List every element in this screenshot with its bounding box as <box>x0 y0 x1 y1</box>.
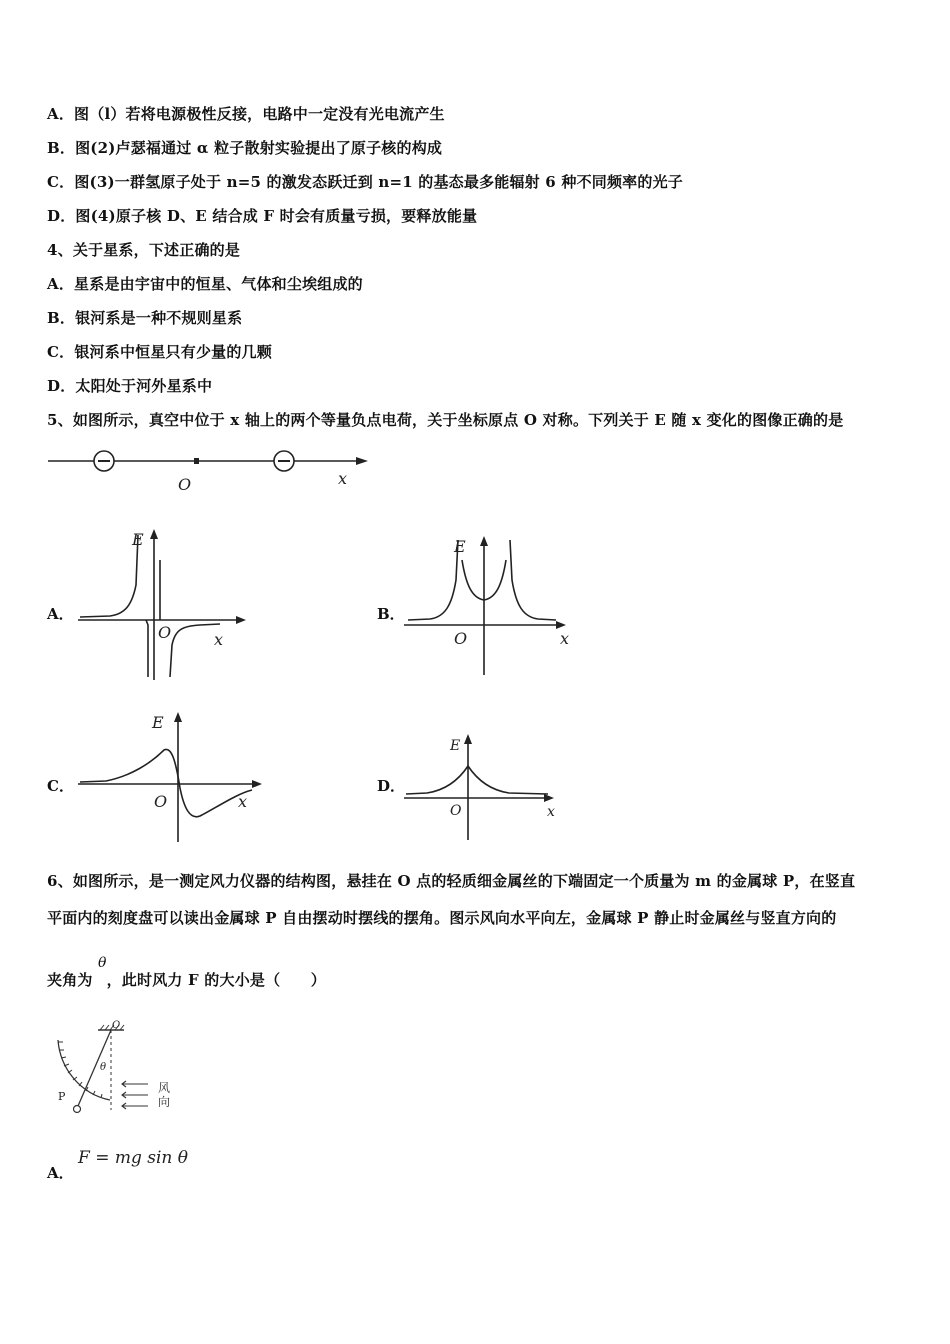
q5-option-a-label[interactable]: A． <box>47 605 74 623</box>
negative-charge-right <box>274 451 294 471</box>
q5-option-c-label[interactable]: C． <box>47 777 74 795</box>
graph-a-o-label: O <box>158 623 172 642</box>
graph-b-e-label: E <box>454 537 466 556</box>
graph-c[interactable] <box>76 708 266 848</box>
axis-x-label: x <box>338 469 348 488</box>
axis-origin-label: O <box>178 475 192 494</box>
q6-text-before-theta: 夹角为 <box>47 971 93 989</box>
q4-option-b: B．银河系是一种不规则星系 <box>47 309 243 327</box>
graph-d[interactable] <box>402 730 562 845</box>
q6-stem-line2: 平面内的刻度盘可以读出金属球 P 自由摆动时摆线的摆角。图示风向水平向左，金属球 P 静止时金属丝与竖直方向的 <box>47 909 837 927</box>
negative-charge-left <box>94 451 114 471</box>
q6-stem-line3 <box>47 969 326 990</box>
fig-wind-label-1: 风 <box>158 1081 171 1095</box>
graph-a-e-label: E <box>132 530 144 549</box>
graph-d-e-label: E <box>450 738 461 754</box>
graph-b-o-label: O <box>454 629 468 648</box>
q5-option-b-label[interactable]: B． <box>377 605 405 623</box>
q5-stem: 5、如图所示，真空中位于 x 轴上的两个等量负点电荷，关于坐标原点 O 对称。下列关于 E 随 x 变化的图像正确的是 <box>47 411 844 429</box>
q3-option-d: D．图(4)原子核 D、E 结合成 F 时会有质量亏损，要释放能量 <box>47 207 478 225</box>
fig-wind-label-2: 向 <box>158 1095 171 1109</box>
q3-option-b: B．图(2)卢瑟福通过 α 粒子散射实验提出了原子核的构成 <box>47 139 443 157</box>
q6-theta-symbol: θ <box>98 955 107 971</box>
graph-c-o-label: O <box>154 792 168 811</box>
wind-instrument-figure <box>50 1018 190 1118</box>
graph-a[interactable] <box>70 525 250 685</box>
graph-a-x-label: x <box>214 630 224 649</box>
q3-option-a: A．图（l）若将电源极性反接，电路中一定没有光电流产生 <box>47 105 445 123</box>
q4-option-a: A．星系是由宇宙中的恒星、气体和尘埃组成的 <box>47 275 363 293</box>
q3-option-c: C．图(3)一群氢原子处于 n=5 的激发态跃迁到 n=1 的基态最多能辐射 6 种不同频率的光子 <box>47 173 683 191</box>
fig-p-label: P <box>58 1090 66 1103</box>
q6-option-a-label[interactable]: A． <box>47 1164 74 1182</box>
graph-c-x-label: x <box>238 792 248 811</box>
origin-marker <box>194 458 199 464</box>
fig-o-label: O <box>112 1020 121 1031</box>
fig-theta-label: θ <box>100 1062 107 1073</box>
q6-option-a-formula: F = mg sin θ <box>78 1148 189 1168</box>
q4-option-d: D．太阳处于河外星系中 <box>47 377 213 395</box>
graph-d-x-label: x <box>547 804 555 820</box>
graph-b[interactable] <box>400 530 580 680</box>
graph-d-o-label: O <box>450 803 462 819</box>
graph-b-x-label: x <box>560 629 570 648</box>
q6-stem-line1: 6、如图所示，是一测定风力仪器的结构图，悬挂在 O 点的轻质细金属丝的下端固定一个质量为 m 的金属球 P，在竖直 <box>47 872 856 890</box>
q4-option-c: C．银河系中恒星只有少量的几颗 <box>47 343 272 361</box>
q4-stem: 4、关于星系，下述正确的是 <box>47 241 241 259</box>
graph-c-e-label: E <box>152 713 164 732</box>
charge-axis-figure <box>46 448 376 493</box>
q5-option-d-label[interactable]: D． <box>377 777 406 795</box>
q6-text-after-theta: ，此时风力 F 的大小是（ ） <box>106 971 326 989</box>
